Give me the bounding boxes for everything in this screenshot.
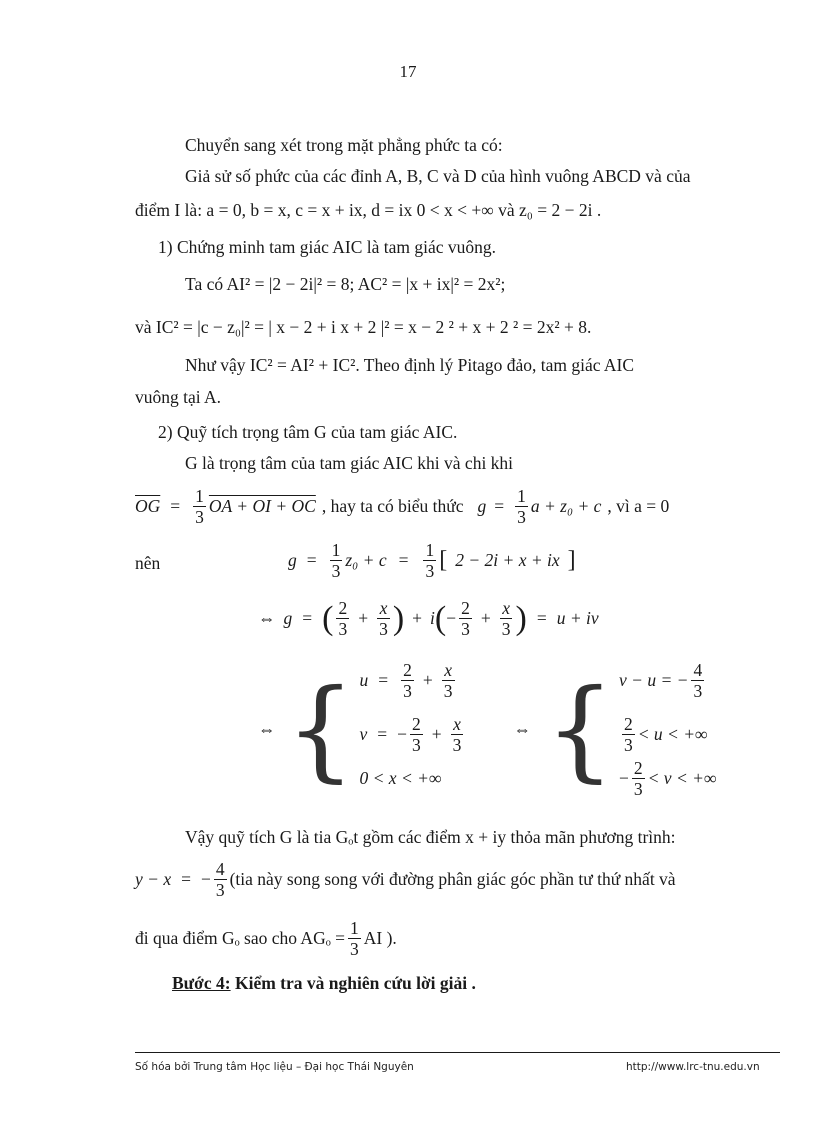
paragraph-assume-cont: điểm I là: a = 0, b = x, c = x + ix, d = ix 0 < x < +∞ và z₀ = 2 − 2i . (135, 200, 602, 220)
v-minus-u: v − u = − (619, 669, 689, 690)
vector-sum: OA + OI + OC (208, 496, 316, 516)
step-text: Kiểm tra và nghiên cứu lời giải . (230, 973, 476, 993)
text-since-a-zero: , vì a = 0 (607, 496, 670, 516)
vector-og: $\overline{OG}$ (135, 496, 161, 516)
equation-ai-ac: Ta có AI² = |2 − 2i|² = 8; AC² = |x + ix|² = 2x²; (185, 274, 506, 294)
item-1-heading: 1) Chứng minh tam giác AIC là tam giác vuông. (158, 237, 497, 257)
paragraph-through-point: đi qua điểm Gₒ sao cho AGₒ = $\frac{1}{3}$ AI ). (135, 918, 397, 959)
equation-ic: và IC² = |c − z₀|² = | x − 2 + i x + 2 |² = x − 2 ² + x + 2 ² = 2x² + 8. (135, 317, 592, 337)
text-parallel: (tia này song song với đường phân giác góc phần tư thứ nhất và (229, 869, 676, 889)
fraction-one-third-3: $\frac{1}{3}$ (425, 540, 435, 581)
text-through-point: đi qua điểm Gₒ sao cho AGₒ = (135, 928, 345, 948)
step-label: Bước 4: (172, 973, 231, 993)
system-left: u = $\frac{2}{3}$ + $\frac{x}{3}$ v = − $\frac{2}{3}$ + $\frac{x}{3}$ 0 < x < +∞ (359, 659, 462, 788)
equation-og: $\overline{OG}$ = $\frac{1}{3}$ OA + OI + OC , hay ta có biểu thức g = $\frac{1}{3}$ a + z₀ + c , vì a = 0 (135, 486, 670, 527)
paragraph-pythagoras: Như vậy IC² = AI² + IC². Theo định lý Pitago đảo, tam giác AIC (185, 355, 635, 375)
paragraph-right-angle: vuông tại A. (135, 387, 222, 407)
equation-y-minus-x: y − x = − $\frac{4}{3}$ (tia này song song với đường phân giác góc phần tư thứ nhất và (135, 859, 676, 900)
word-nen: nên (135, 553, 161, 573)
paragraph-locus: Vậy quỹ tích G là tia Gₒt gồm các điểm x + iy thỏa mãn phương trình: (185, 827, 676, 847)
u-range: < u < +∞ (637, 723, 708, 744)
paragraph-assume: Giả sử số phức của các đỉnh A, B, C và D của hình vuông ABCD và của (185, 166, 691, 186)
fraction-one-third-2: $\frac{1}{3}$ (331, 540, 341, 581)
paragraph-intro: Chuyển sang xét trong mặt phẳng phức ta có: (185, 135, 503, 155)
equation-system: ⇔ { u = $\frac{2}{3}$ + $\frac{x}{3}$ v = − $\frac{2}{3}$ + $\frac{x}{3}$ 0 < x < +∞ ⇔ { v − u = − $\frac{4}{3}$ $\frac{2}{3}$ < u < +∞ − $\frac{2}{3}$ < v < +∞ (258, 659, 717, 799)
g-expr-1: z₀ + c (345, 550, 387, 570)
g-expr-2: 2 − 2i + x + ix (455, 550, 560, 570)
fraction-one-third: $\frac{1}{3}$ (195, 486, 204, 527)
step-4-heading (172, 972, 476, 994)
u-plus-iv: u + iv (556, 608, 599, 628)
v-range: < v < +∞ (647, 767, 717, 788)
g-expression: a + z₀ + c (530, 496, 602, 516)
footer-link[interactable]: http://www.lrc-tnu.edu.vn (626, 1061, 760, 1073)
paragraph-centroid: G là trọng tâm của tam giác AIC khi và chi khi (185, 453, 514, 473)
x-range: 0 < x < +∞ (359, 767, 442, 788)
page-number: 17 (399, 62, 417, 81)
system-right: v − u = − $\frac{4}{3}$ $\frac{2}{3}$ < u < +∞ − $\frac{2}{3}$ < v < +∞ (619, 659, 717, 799)
equation-g-components: ⇔ g = ( $\frac{2}{3}$ + $\frac{x}{3}$ ) + i ( − $\frac{2}{3}$ + $\frac{x}{3}$ ) = u + iv (258, 598, 599, 639)
footer-source: Số hóa bởi Trung tâm Học liệu – Đại học Thái Nguyên (135, 1061, 414, 1073)
text-ai: AI ). (363, 928, 397, 948)
item-2-heading: 2) Quỹ tích trọng tâm G của tam giác AIC. (158, 422, 458, 442)
footer-divider (135, 1052, 780, 1053)
text-expression: , hay ta có biểu thức (321, 496, 464, 516)
equation-g: g = $\frac{1}{3}$ z₀ + c = $\frac{1}{3}$ [ 2 − 2i + x + ix ] (288, 540, 576, 581)
fraction-one-third-g: $\frac{1}{3}$ (517, 486, 526, 527)
